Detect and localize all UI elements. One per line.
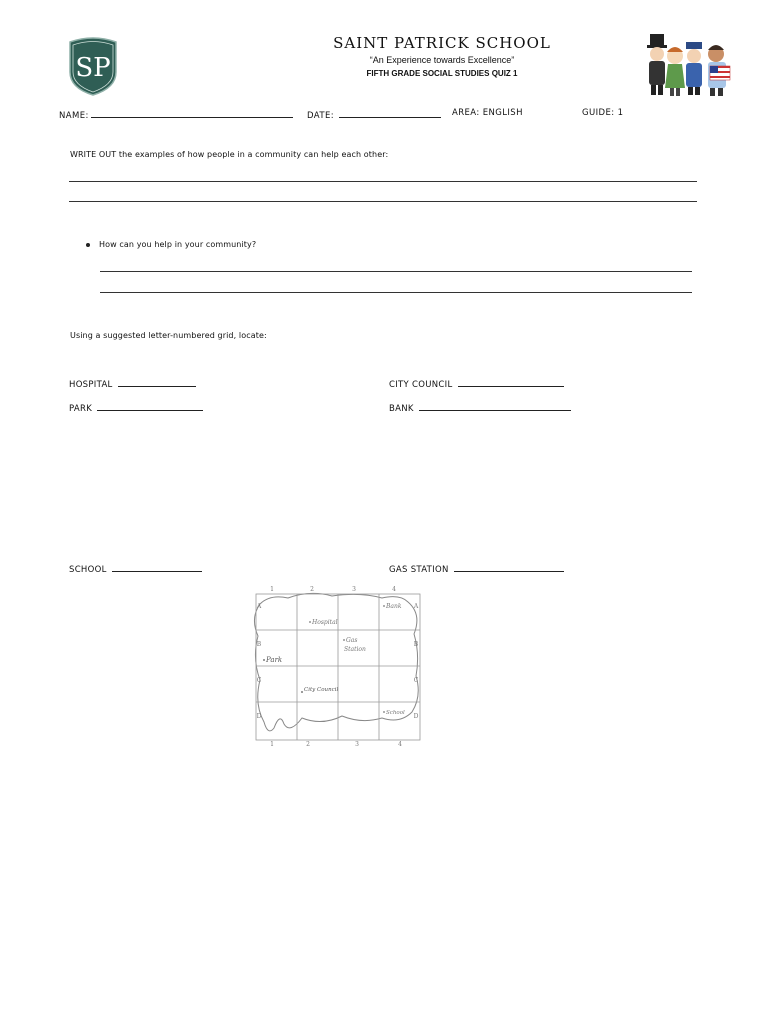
map-row-label-b: B [256, 641, 262, 648]
bank-blank[interactable] [419, 402, 571, 411]
school-field[interactable] [69, 563, 202, 575]
map-row-label-b-right: B [413, 641, 419, 648]
school-motto: “An Experience towards Excellence” [369, 55, 515, 65]
quiz-title: FIFTH GRADE SOCIAL STUDIES QUIZ 1 [366, 69, 518, 78]
park-field[interactable] [69, 402, 203, 414]
map-col-label-3: 3 [352, 586, 356, 593]
question-1-prompt: WRITE OUT the examples of how people in a community can help each other: [70, 150, 389, 159]
map-row-label-d: D [256, 713, 262, 720]
map-row-label-a: A [256, 603, 262, 610]
map-place-bank: Bank [386, 603, 402, 610]
name-label: NAME: [59, 111, 89, 121]
hospital-blank[interactable] [118, 378, 196, 387]
city-council-blank[interactable] [458, 378, 564, 387]
letter-number-grid-map [250, 584, 425, 746]
map-place-school: School [386, 710, 405, 716]
city-council-label: CITY COUNCIL [389, 380, 453, 390]
hospital-field[interactable] [69, 378, 196, 390]
map-place-gas-station-line1: Gas [346, 637, 358, 644]
name-field[interactable] [59, 108, 293, 121]
map-col-label-2-bottom: 2 [306, 741, 310, 746]
school-name: SAINT PATRICK SCHOOL [333, 34, 551, 52]
area-label: AREA: ENGLISH [452, 108, 523, 118]
date-field[interactable] [307, 108, 441, 121]
date-label: DATE: [307, 111, 334, 121]
map-row-label-c: C [256, 677, 262, 684]
map-row-label-d-right: D [413, 713, 419, 720]
map-place-city-council: City Council [304, 687, 339, 693]
name-blank[interactable] [91, 108, 293, 118]
answer-line-3[interactable] [100, 271, 692, 272]
bank-field[interactable] [389, 402, 571, 414]
school-label: SCHOOL [69, 565, 107, 575]
answer-line-1[interactable] [69, 181, 697, 182]
date-blank[interactable] [339, 108, 441, 118]
city-council-field[interactable] [389, 378, 564, 390]
map-place-hospital: Hospital [312, 619, 338, 626]
logo-letters: SP [75, 53, 111, 83]
answer-line-2[interactable] [69, 201, 697, 202]
guide-label: GUIDE: 1 [582, 108, 624, 118]
map-col-label-4: 4 [392, 586, 396, 593]
map-row-label-c-right: C [413, 677, 419, 684]
bank-label: BANK [389, 404, 414, 414]
answer-line-4[interactable] [100, 292, 692, 293]
map-col-label-1-bottom: 1 [270, 741, 274, 746]
bullet-point [86, 243, 90, 247]
hospital-label: HOSPITAL [69, 380, 113, 390]
map-place-park: Park [266, 656, 283, 664]
gas-station-field[interactable] [389, 563, 564, 575]
gas-station-label: GAS STATION [389, 565, 449, 575]
map-col-label-2: 2 [310, 586, 314, 593]
park-blank[interactable] [97, 402, 203, 411]
map-row-label-a-right: A [413, 603, 419, 610]
map-place-gas-station-line2: Station [344, 646, 366, 653]
community-helpers-illustration [644, 32, 732, 98]
question-2-prompt: How can you help in your community? [99, 240, 257, 249]
map-col-label-1: 1 [270, 586, 274, 593]
map-col-label-3-bottom: 3 [355, 741, 359, 746]
park-label: PARK [69, 404, 93, 414]
gas-station-blank[interactable] [454, 563, 564, 572]
school-blank[interactable] [112, 563, 202, 572]
grid-instruction: Using a suggested letter-numbered grid, locate: [70, 331, 267, 340]
map-col-label-4-bottom: 4 [398, 741, 402, 746]
